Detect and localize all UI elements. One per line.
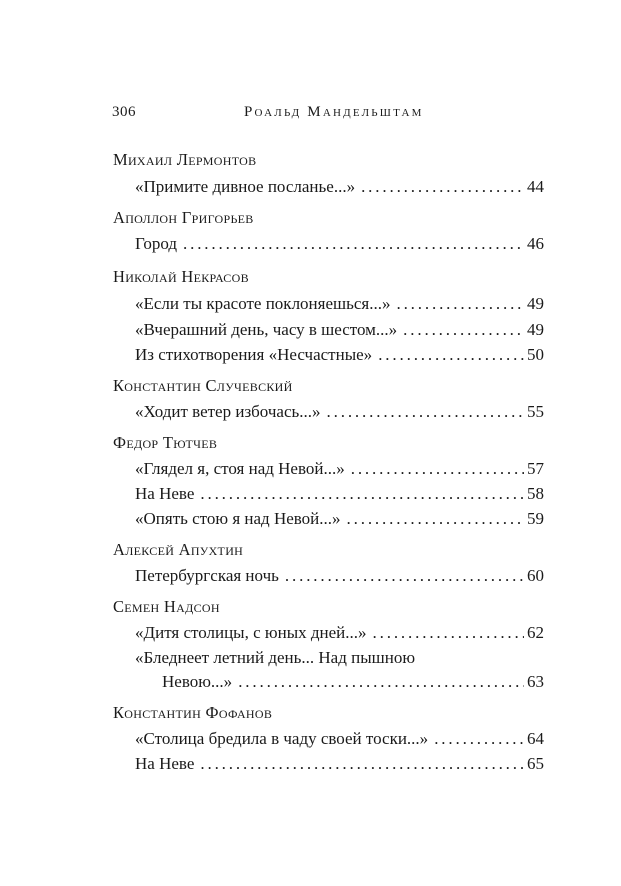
dot-leader [361,177,524,197]
toc-entry-title: «Ходит ветер избочась...» [135,402,321,421]
toc-author: Константин Фофанов [113,703,273,722]
dot-leader [327,402,524,422]
toc-entry[interactable] [135,729,544,749]
toc-entry-page: 60 [527,566,544,585]
toc-entry-page: 59 [527,509,544,528]
dot-leader [396,294,524,314]
dot-leader [347,509,524,529]
toc-author: Константин Случевский [113,376,293,395]
toc-entry-page: 49 [527,320,544,339]
toc-entry-page: 63 [527,672,544,691]
toc-entry-title: «Дитя столицы, с юных дней...» [135,623,367,642]
dot-leader [285,566,524,586]
toc-entry[interactable] [135,484,544,504]
page-number: 306 [112,104,136,120]
toc-author: Аполлон Григорьев [113,208,254,227]
toc-author: Семен Надсон [113,597,220,616]
toc-entry[interactable] [135,320,544,340]
toc-entry-title: «Примите дивное посланье...» [135,177,356,196]
toc-entry-page: 64 [527,729,544,748]
toc-entry-title: Петербургская ночь [135,566,279,585]
running-head: Роальд Мандельштам [244,104,424,120]
toc-entry[interactable] [135,234,544,254]
toc-entry-page: 44 [527,177,544,196]
toc-entry[interactable] [135,459,544,479]
dot-leader [373,623,524,643]
toc-entry[interactable] [135,402,544,422]
toc-entry-title: «Глядел я, стоя над Невой...» [135,459,345,478]
toc-entry-title: «Опять стою я над Невой...» [135,509,341,528]
toc-entry[interactable] [135,509,544,529]
toc-author: Николай Некрасов [113,267,249,286]
dot-leader [238,672,524,692]
toc-entry-title: На Неве [135,754,195,773]
dot-leader [200,484,524,504]
toc-author: Михаил Лермонтов [113,150,257,169]
toc-entry-page: 46 [527,234,544,253]
toc-entry[interactable] [135,177,544,197]
dot-leader [378,345,524,365]
toc-entry[interactable] [135,345,544,365]
toc-entry-page: 65 [527,754,544,773]
toc-author: Алексей Апухтин [113,540,244,559]
dot-leader [200,754,524,774]
toc-entry-title: «Столица бредила в чаду своей тоски...» [135,729,429,748]
dot-leader [403,320,524,340]
toc-entry-page: 57 [527,459,544,478]
toc-entry[interactable] [162,672,544,692]
toc-entry-page: 50 [527,345,544,364]
dot-leader [351,459,524,479]
toc-entry-page: 55 [527,402,544,421]
toc-entry-page: 49 [527,294,544,313]
toc-entry-title: Город [135,234,177,253]
toc-entry-title: «Если ты красоте поклоняешься...» [135,294,391,313]
toc-entry[interactable] [135,566,544,586]
toc-entry-title: «Вчерашний день, часу в шестом...» [135,320,398,339]
toc-entry-title-line1[interactable]: «Бледнеет летний день... Над пышною [135,648,416,667]
toc-entry-page: 62 [527,623,544,642]
toc-entry-page: 58 [527,484,544,503]
toc-entry[interactable] [135,754,544,774]
toc-entry-title: На Неве [135,484,195,503]
toc-entry[interactable] [135,294,544,314]
dot-leader [183,234,524,254]
dot-leader [434,729,524,749]
toc-entry-title-line2: Невою...» [162,672,233,691]
toc-entry-title: Из стихотворения «Несчастные» [135,345,373,364]
toc-entry[interactable] [135,623,544,643]
toc-author: Федор Тютчев [113,433,218,452]
